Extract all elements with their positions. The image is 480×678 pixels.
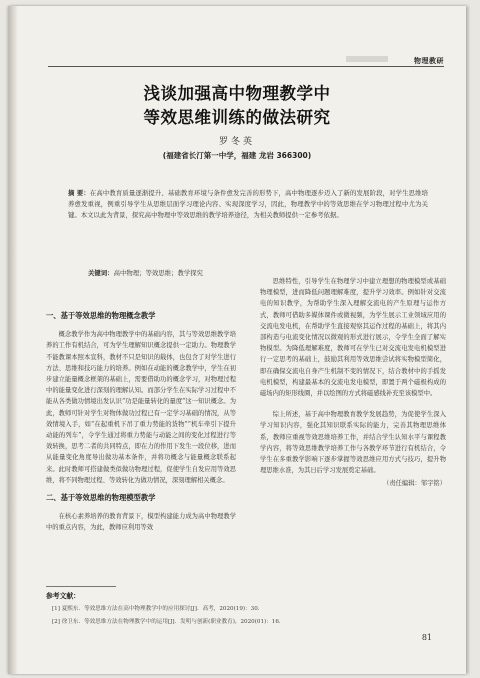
header-divider [48, 66, 444, 67]
keywords-text: 高中物理；等效思维；教学探究 [113, 269, 204, 277]
section-2-heading: 二、基于等效思维的物理模型教学 [46, 493, 156, 503]
reference-item: [2] 徐卫东．等效思维方法在物理教学中的运用[J]．发明与创新(职业教育)，2020(01)：16. [52, 619, 281, 625]
abstract [68, 188, 428, 221]
references-heading: 参考文献： [46, 592, 80, 600]
section-1-heading: 一、基于等效思维的物理概念教学 [46, 311, 156, 320]
header-faded-text [346, 56, 388, 62]
author-name: 罗冬英 [218, 137, 255, 147]
editor-credit: （责任编辑：邹宇铭） [383, 480, 446, 488]
section-header: 物理教研 [414, 57, 444, 65]
keywords-label: 关键词： [88, 269, 114, 277]
keywords [88, 268, 203, 277]
abstract-label: 摘 要： [68, 189, 90, 197]
conclusion-paragraph: 综上所述，基于高中物理教育教学发展趋势，为促使学生深入学习知识内容，强化其知识联系实际的能力，完善其物理思维体系，教师应重视等效思维培养工作，并结合学生认知水平与课程教学内容，将等效思维教学培养工作与各教学环节进行有机结合，令学生在多重教学影响下逐步掌握等效思维应用方式与技巧，提升物理思维水准，为其日后学习发展奠定基础。 [260, 411, 446, 475]
article-title-line-2: 等效思维训练的做法研究 [143, 108, 331, 127]
article-title-line-1: 浅谈加强高中物理教学中 [143, 84, 331, 103]
right-column [260, 276, 446, 490]
section-1-paragraph: 概念教学作为高中物理教学中的基础内容，其与等效思维教学培养的工作有机结合，可为学生理解知识概念提供一定助力。物理教学不能教课本照本宣科，教材不只是知识的载体，也包含了对学生进行方法、思维和技巧能力的培养。例如在动能的概念教学中，学生在初步建立能量概念框架的基础上，需要借助功的概念学习，对物理过程中的能量变化进行深刻的理解认知。而部分学生在实际学习过程中不能从各类做功情境出发认识“功是能量转化的量度”这一知识概念。为此，教师可针对学生对物体做功过程已有一定学习基础的情况，从等效情境入手，如“在起重机下吊了重力势能的货物”“机车牵引下提升动能的列车”，令学生通过将重力势能与动能之间的变化过程进行等效转换，思考二者的共同特点，即在力的作用下发生一段位移，进而从能量变化角度导出做功基本条件，并将功概念与能量概念联系起来。此时教师可搭建做类似做功物理过程，促使学生自发应用等效思维，将不同物理过程、等效转化为做功情况，深刻理解相关概念。 [46, 331, 236, 484]
author-affiliation: (福建省长汀第一中学，福建 龙岩 366300) [162, 151, 312, 160]
reference-item: [1] 夏熙东．等效思维方法在高中物理教学中的应用探讨[J]．高考，2020(19)：30. [52, 606, 260, 612]
section-2-paragraph: 在核心素养培养的教育背景下，模型构建能力成为高中物理教学中的重点内容，为此，教师应利用等效 [46, 513, 236, 532]
references-divider [46, 586, 116, 587]
journal-page [8, 6, 466, 674]
right-column-paragraph-1: 思维特性，引导学生在物理学习中建立理想的物理模型或基础物理模型，进而降低问题理解难度，提升学习效率。例如针对交流电的知识教学，为帮助学生深入理解交流电的产生原理与运作方式，教师可借助多媒体课件或微视频，为学生展示工业领域应用的交流电发电机，在帮助学生直接观察其运作过程的基础上，将其内部构造与电流变化情况以微观的形式进行展示，令学生全面了解实物模型。为降低理解难度，教师可在学生已对交流电发电机模型进行一定思考的基础上，鼓励其利用等效思维尝试将实物模型简化，即在确保交流电自身产生机制不变的情况下，结合教材中的手摇发电机模型，构建最基本的交流电发电模型，即置于两个磁极构成的磁场内的矩形线圈，并以绘图的方式将磁感线补充至该模型中。 [260, 278, 446, 398]
page-number: 81 [421, 633, 432, 642]
left-column [46, 304, 236, 534]
abstract-text: 在高中教育质量逐渐提升、基础教育环境与条件愈发完善的形势下，高中物理逐步迈入了新的发展阶段，对学生思维培养愈发重视，例重引导学生从思维层面学习理论内容、实现深度学习，因此，物理教学中的等效思维在学习物理过程中尤为关键。本文以此为背景，探究高中物理中等效思维的教学培养途径，为相关教师提供一定参考依据。 [68, 189, 428, 219]
